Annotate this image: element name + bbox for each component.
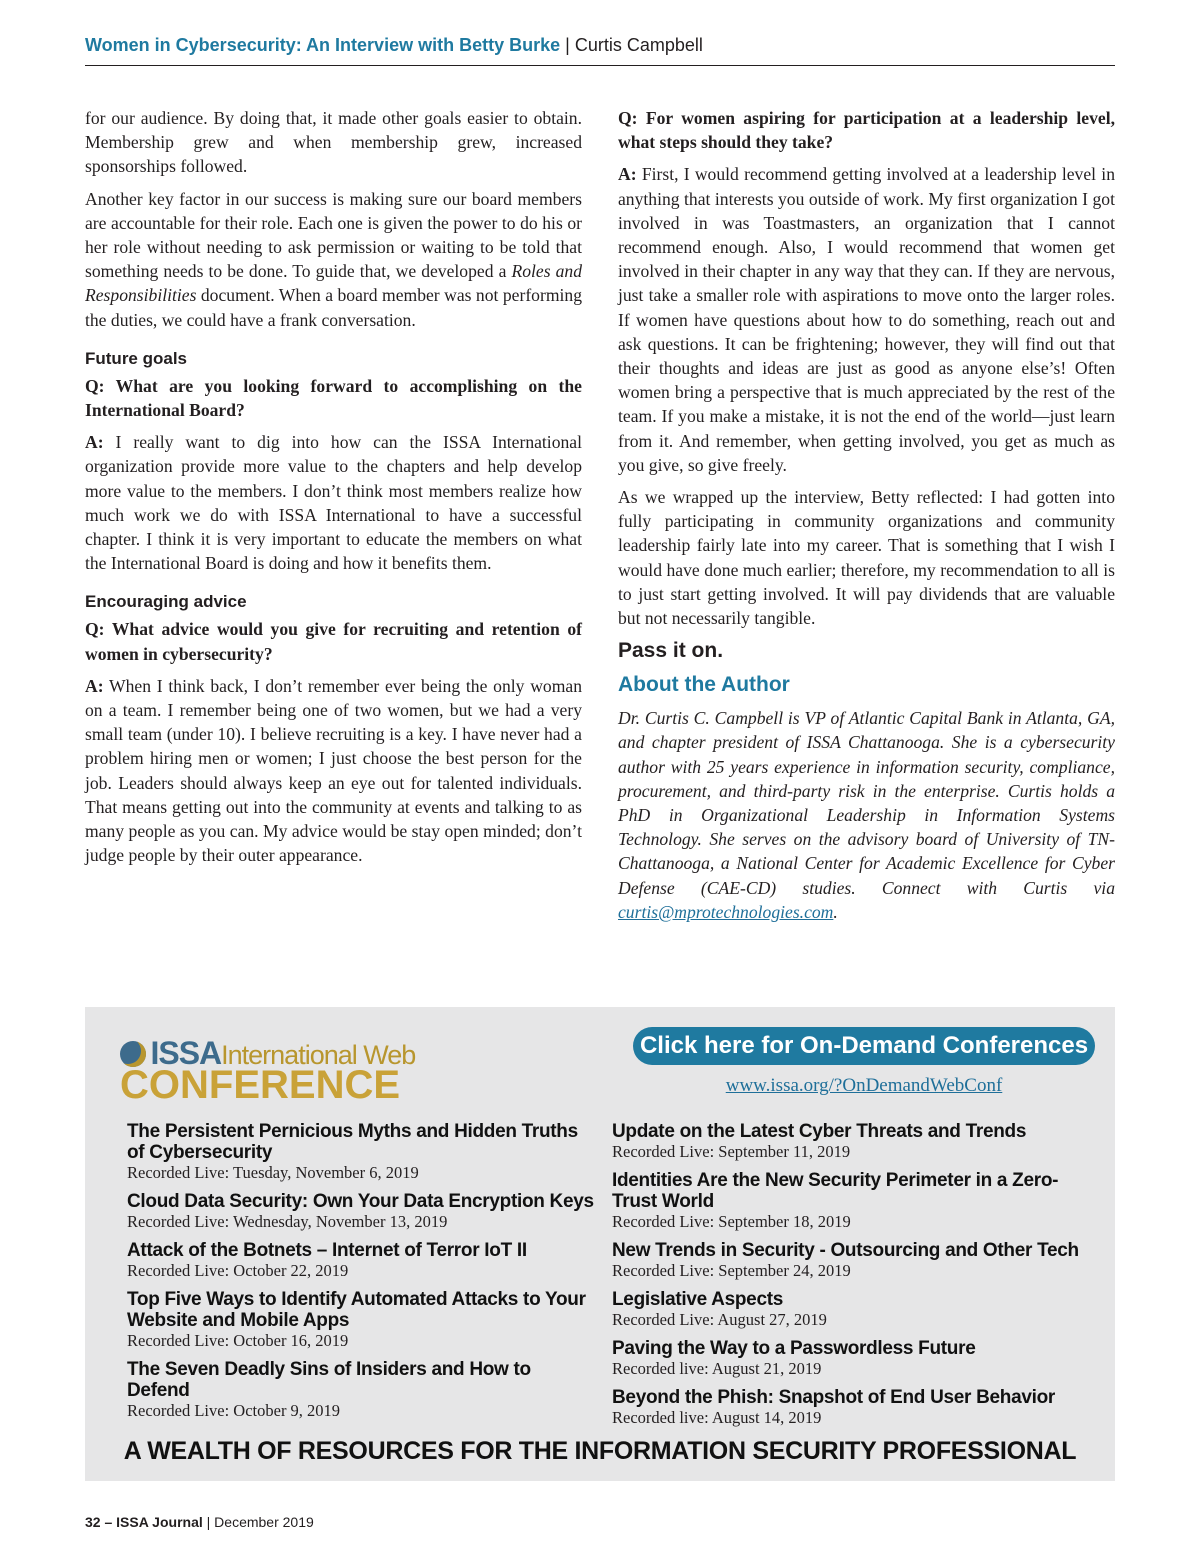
ad-tagline: A WEALTH OF RESOURCES FOR THE INFORMATION SECURITY PROFESSIONAL (123, 1437, 1077, 1465)
talk-item (127, 1240, 597, 1280)
pass-it-on-heading: Pass it on. (618, 639, 724, 663)
talk-title: Legislative Aspects (612, 1289, 784, 1310)
talk-date: Recorded Live: Wednesday, November 13, 2019 (127, 1212, 448, 1231)
talk-item (612, 1387, 1082, 1427)
paragraph: Another key factor in our success is making sure our board members are accountable for their role. Each one is given the power to do his or her role without needing to ask permission or waiting to be told that something needs to be done. To guide that, we developed a Roles and Responsibilities document. When a board member was not performing the duties, we could have a frank conversation. (85, 188, 582, 330)
talk-date: Recorded Live: September 24, 2019 (612, 1261, 851, 1280)
talk-item (612, 1121, 1082, 1161)
talk-title: The Seven Deadly Sins of Insiders and How to Defend (127, 1359, 531, 1401)
talk-title: Identities Are the New Security Perimeter in a Zero-Trust World (612, 1170, 1059, 1212)
talk-title: New Trends in Security - Outsourcing and Other Tech (612, 1240, 1079, 1261)
talk-date: Recorded Live: October 16, 2019 (127, 1331, 349, 1350)
document-title-emphasis: Roles and Responsibilities (85, 261, 582, 306)
answer: A: I really want to dig into how can the ISSA International organization provide more value to the chapters and help develop more value to the members. I don’t think most members realize how much work we do with ISSA International to have a successful chapter. I think it is very important to educate the members on what the International Board is doing and how it benefits them. (85, 432, 582, 574)
talk-title: Paving the Way to a Passwordless Future (612, 1338, 976, 1359)
talk-title: Beyond the Phish: Snapshot of End User Behavior (612, 1387, 1056, 1408)
section-heading-future-goals: Future goals (85, 348, 188, 368)
page-footer (85, 1514, 314, 1530)
on-demand-url-link[interactable]: www.issa.org/?OnDemandWebConf (725, 1075, 1003, 1096)
talk-list-right (612, 1121, 1082, 1436)
answer: A: When I think back, I don’t remember ever being the only woman on a team. I remember being one of two women, but we had a very small team (under 10). I believe recruiting is a key. I have never had a problem hiring men or women; I just choose the best person for the job. Leaders should always keep an eye out for talented individuals. That means getting out into the community at events and talking to as many people as you can. My advice would be stay open minded; don’t judge people by their outer appearance. (85, 675, 582, 866)
talk-item (612, 1170, 1082, 1231)
question: Q: What are you looking forward to accomplishing on the International Board? (85, 375, 582, 421)
talk-list-left (127, 1121, 597, 1429)
page-number: 32 – ISSA Journal (85, 1514, 203, 1530)
talk-date: Recorded Live: Tuesday, November 6, 2019 (127, 1163, 419, 1182)
paragraph: for our audience. By doing that, it made other goals easier to obtain. Membership grew and when membership grew, increased sponsorships followed. (85, 108, 582, 177)
left-column (85, 106, 582, 875)
section-heading-encouraging-advice: Encouraging advice (85, 592, 247, 612)
footer-separator: | (206, 1514, 211, 1530)
talk-date: Recorded Live: October 9, 2019 (127, 1401, 341, 1420)
talk-item (127, 1289, 597, 1350)
talk-date: Recorded Live: September 11, 2019 (612, 1142, 851, 1161)
right-column (618, 106, 1115, 932)
talk-date: Recorded live: August 21, 2019 (612, 1359, 822, 1378)
issue-date: December 2019 (214, 1514, 314, 1530)
about-author-heading: About the Author (618, 673, 790, 697)
author-email-link[interactable]: curtis@mprotechnologies.com (618, 901, 834, 922)
question: Q: For women aspiring for participation at a leadership level, what steps should they take? (618, 108, 1115, 153)
author-bio: Dr. Curtis C. Campbell is VP of Atlantic Capital Bank in Atlanta, GA, and chapter president of ISSA Chattanooga. She is a cybersecurity author with 25 years experience in information security, compliance, procurement, and third-party risk in the enterprise. Curtis holds a PhD in Organizational Leadership in Information Systems Technology. She serves on the advisory board of University of TN-Chattanooga, a National Center for Academic Excellence for Cyber Defense (CAE-CD) studies. Connect with Curtis via curtis@mprotechnologies.com. (618, 708, 1115, 922)
conference-ad-box (85, 1007, 1115, 1481)
talk-title: Top Five Ways to Identify Automated Attacks to Your Website and Mobile Apps (127, 1289, 586, 1331)
talk-item (612, 1289, 1082, 1329)
talk-title: Attack of the Botnets – Internet of Terror IoT II (127, 1240, 527, 1261)
talk-title: Cloud Data Security: Own Your Data Encryption Keys (127, 1191, 594, 1212)
talk-title: The Persistent Pernicious Myths and Hidden Truths of Cybersecurity (127, 1121, 578, 1163)
talk-item (612, 1338, 1082, 1378)
talk-date: Recorded Live: September 18, 2019 (612, 1212, 851, 1231)
talk-date: Recorded live: August 14, 2019 (612, 1408, 822, 1427)
talk-date: Recorded Live: August 27, 2019 (612, 1310, 827, 1329)
talk-date: Recorded Live: October 22, 2019 (127, 1261, 349, 1280)
header-author: Curtis Campbell (574, 35, 703, 55)
question: Q: What advice would you give for recruiting and retention of women in cybersecurity? (85, 619, 582, 664)
issa-conference-logo: ISSAInternational Web CONFERENCE (120, 1035, 416, 1107)
article-title: Women in Cybersecurity: An Interview with Betty Burke (85, 35, 561, 55)
on-demand-conferences-button[interactable]: Click here for On-Demand Conferences (633, 1027, 1095, 1065)
talk-title: Update on the Latest Cyber Threats and Trends (612, 1121, 1027, 1142)
paragraph: As we wrapped up the interview, Betty reflected: I had gotten into fully participating in community organizations and community leadership fairly late into my career. That is something that I wish I would have done much earlier; therefore, my recommendation to all is to just start getting involved. It will pay dividends that are valuable but not necessarily tangible. (618, 487, 1115, 629)
running-header (85, 33, 1115, 66)
header-separator: | (565, 35, 570, 55)
talk-item (127, 1121, 597, 1182)
talk-item (127, 1191, 597, 1231)
answer: A: First, I would recommend getting involved at a leadership level in anything that interests you outside of work. My first organization I got involved in was Toastmasters, an organization that I cannot recommend enough. Also, I would recommend that women get involved in their chapter in any way that they can. If they are nervous, just take a smaller role with aspirations to move onto the larger roles. If women have questions about how to do something, reach out and ask questions. It can be frightening; however, they will find out that their thoughts and ideas are just as good as anyone else’s! Often women bring a perspective that is much appreciated by the rest of the team. If you make a mistake, it is not the end of the world—just learn from it. And remember, when getting involved, you get as much as you give, so give freely. (618, 164, 1115, 475)
talk-item (127, 1359, 597, 1420)
talk-item (612, 1240, 1082, 1280)
